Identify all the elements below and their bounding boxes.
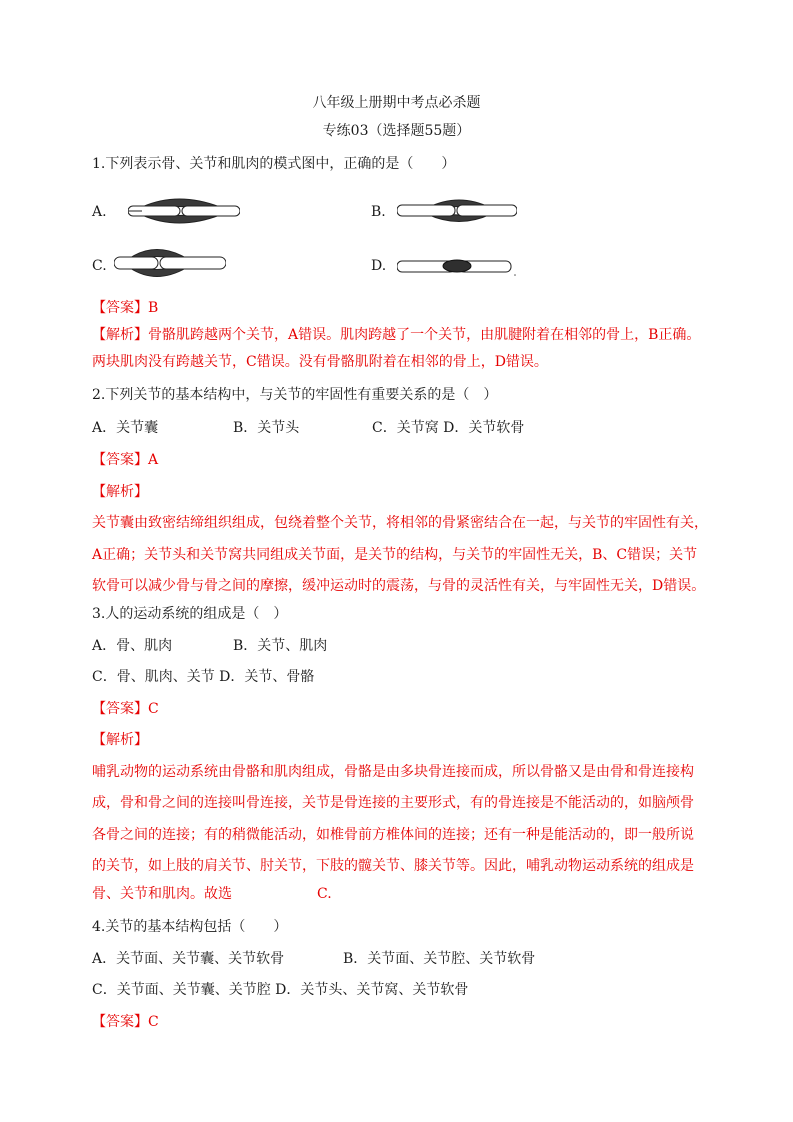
q3-analysis-line-3: 各骨之间的连接；有的稍微能活动，如椎骨前方椎体间的连接；还有一种是能活动的，即一般所说 (92, 827, 694, 843)
q1-analysis-line-1: 【解析】骨骼肌跨越两个关节，A错误。肌肉跨越了一个关节，由肌腱附着在相邻的骨上，B正确。 (92, 327, 701, 343)
q2-analysis-line-1: 关节囊由致密结缔组织组成，包绕着整个关节，将相邻的骨紧密结合在一起，与关节的牢固性有关， (92, 515, 708, 531)
q3-analysis-line-1: 哺乳动物的运动系统由骨骼和肌肉组成，骨骼是由多块骨连接而成，所以骨骼又是由骨和骨连接构 (92, 764, 694, 780)
q4-answer: 【答案】C (92, 1014, 159, 1030)
q1-answer: 【答案】B (92, 300, 159, 316)
q4-option-b: B．关节面、关节腔、关节软骨 (343, 951, 536, 967)
q1-option-a: A. (92, 204, 107, 220)
q1-option-d: D. (371, 258, 387, 274)
q3-option-a: A．骨、肌肉 (92, 638, 173, 654)
q1-stem: 1.下列表示骨、关节和肌肉的模式图中，正确的是（ ） (92, 156, 456, 172)
q3-option-b: B．关节、肌肉 (233, 638, 328, 654)
q3-stem: 3.人的运动系统的组成是（ ） (92, 606, 288, 622)
q2-analysis-line-2: A正确；关节头和关节窝共同组成关节面，是关节的结构，与关节的牢固性无关，B、C错误；关节 (92, 547, 698, 563)
q3-analysis-line-2: 成，骨和骨之间的连接叫骨连接，关节是骨连接的主要形式，有的骨连接是不能活动的，如脑颅骨 (92, 795, 694, 811)
page-subtitle: 专练03（选择题55题） (322, 123, 471, 139)
q2-answer: 【答案】A (92, 452, 159, 468)
q4-option-cd: C．关节面、关节囊、关节腔 D．关节头、关节窝、关节软骨 (92, 982, 469, 998)
q1-figure-c (114, 243, 226, 283)
q3-analysis-label: 【解析】 (92, 732, 148, 748)
q3-option-cd: C．骨、肌肉、关节 D．关节、骨骼 (92, 669, 315, 685)
q1-analysis-line-2: 两块肌肉没有跨越关节，C错误。没有骨骼肌附着在相邻的骨上，D错误。 (92, 354, 548, 370)
q4-option-a: A．关节面、关节囊、关节软骨 (92, 951, 285, 967)
q1-figure-b (397, 193, 517, 229)
q1-option-b: B. (371, 204, 386, 220)
q3-answer: 【答案】C (92, 701, 159, 717)
q1-figure-d (397, 253, 517, 279)
q1-option-c: C. (92, 258, 107, 274)
q4-stem: 4.关节的基本结构包括（ ） (92, 919, 288, 935)
q3-analysis-choice: C. (317, 886, 332, 902)
q3-analysis-line-4: 的关节，如上肢的肩关节、肘关节，下肢的髋关节、膝关节等。因此，哺乳动物运动系统的组成是 (92, 858, 694, 874)
q2-analysis-line-3: 软骨可以减少骨与骨之间的摩擦，缓冲运动时的震荡，与骨的灵活性有关，与牢固性无关，D错误。 (92, 578, 706, 594)
q2-option-a: A．关节囊 (92, 420, 159, 436)
q2-stem: 2.下列关节的基本结构中，与关节的牢固性有重要关系的是（ ） (92, 387, 498, 403)
q1-figure-a (128, 193, 240, 229)
q2-analysis-label: 【解析】 (92, 484, 148, 500)
q3-analysis-line-5: 骨、关节和肌肉。故选 (92, 886, 232, 902)
page-title: 八年级上册期中考点必杀题 (312, 95, 481, 111)
q2-option-cd: C．关节窝 D．关节软骨 (372, 420, 525, 436)
q2-option-b: B．关节头 (233, 420, 300, 436)
